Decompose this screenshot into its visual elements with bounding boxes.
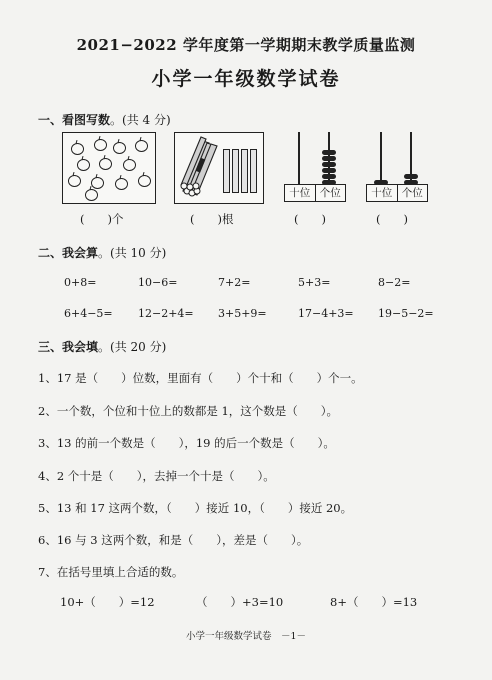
- apple-icon: [113, 142, 126, 154]
- answer-blank-abacus-2[interactable]: ( ): [376, 212, 408, 226]
- fill-blank-equation[interactable]: （ ）+3=10: [196, 595, 284, 609]
- section-3-title: 三、我会填: [38, 340, 99, 354]
- apple-icon: [71, 143, 84, 155]
- fill-blank-equation[interactable]: 10+（ ）=12: [60, 595, 155, 609]
- section-2-points: 。(共 10 分): [98, 246, 167, 260]
- apple-icon: [91, 177, 104, 189]
- fill-question-7: 7、在括号里填上合适的数。: [38, 565, 184, 579]
- single-stick: [223, 149, 230, 193]
- section-3-points: 。(共 20 分): [98, 340, 167, 354]
- single-stick: [232, 149, 239, 193]
- tens-place-label: 十位: [285, 185, 316, 201]
- apple-icon: [123, 159, 136, 171]
- calc-item: 0+8=: [64, 276, 97, 289]
- exam-subtitle: 小学一年级数学试卷: [151, 68, 341, 90]
- apples-figure: [62, 132, 156, 204]
- section-3-heading: [38, 338, 166, 355]
- fill-question-1: 1、17 是（ ）位数，里面有（ ）个十和（ ）个一。: [38, 371, 363, 385]
- apple-icon: [77, 159, 90, 171]
- fill-question-3: 3、13 的前一个数是（ ），19 的后一个数是（ ）。: [38, 436, 335, 450]
- calc-item: 17−4+3=: [298, 307, 354, 320]
- apple-icon: [135, 140, 148, 152]
- single-stick: [250, 149, 257, 193]
- apple-icon: [68, 175, 81, 187]
- apple-icon: [115, 178, 128, 190]
- apple-icon: [85, 189, 98, 201]
- abacus-icon: [366, 132, 428, 204]
- fill-question-5: 5、13 和 17 这两个数，（ ）接近 10，（ ）接近 20。: [38, 501, 353, 515]
- calc-item: 19−5−2=: [378, 307, 434, 320]
- section-2-title: 二、我会算: [38, 246, 99, 260]
- fill-blank-equation[interactable]: 8+（ ）=13: [330, 595, 418, 609]
- fill-question-2: 2、一个数，个位和十位上的数都是 1，这个数是（ ）。: [38, 404, 339, 418]
- ones-place-label: 个位: [319, 187, 341, 199]
- ones-place-label: 个位: [401, 187, 423, 199]
- answer-blank-apples[interactable]: ( )个: [80, 212, 124, 226]
- section-1-title: 一、看图写数: [38, 113, 111, 127]
- sticks-figure: [174, 132, 264, 204]
- calc-item: 7+2=: [218, 276, 251, 289]
- fill-question-4: 4、2 个十是（ ），去掉一个十是（ ）。: [38, 469, 275, 483]
- apple-icon: [138, 175, 151, 187]
- single-stick: [241, 149, 248, 193]
- answer-blank-sticks[interactable]: ( )根: [190, 212, 234, 226]
- calc-item: 12−2+4=: [138, 307, 194, 320]
- fill-question-6: 6、16 与 3 这两个数，和是（ ），差是（ ）。: [38, 533, 309, 547]
- calc-item: 5+3=: [298, 276, 331, 289]
- abacus-icon: [284, 132, 346, 204]
- section-1-heading: [38, 111, 171, 128]
- page-footer: 小学一年级数学试卷 －1－: [185, 631, 307, 642]
- calc-item: 8−2=: [378, 276, 411, 289]
- apple-icon: [94, 139, 107, 151]
- exam-header-title: 2021−2022 学年度第一学期期末教学质量监测: [76, 36, 416, 54]
- apple-icon: [99, 158, 112, 170]
- calc-item: 3+5+9=: [218, 307, 267, 320]
- section-1-points: 。(共 4 分): [110, 113, 171, 127]
- tens-place-label: 十位: [367, 185, 398, 201]
- calc-item: 6+4−5=: [64, 307, 113, 320]
- calc-item: 10−6=: [138, 276, 178, 289]
- section-2-heading: [38, 244, 166, 261]
- answer-blank-abacus-1[interactable]: ( ): [294, 212, 326, 226]
